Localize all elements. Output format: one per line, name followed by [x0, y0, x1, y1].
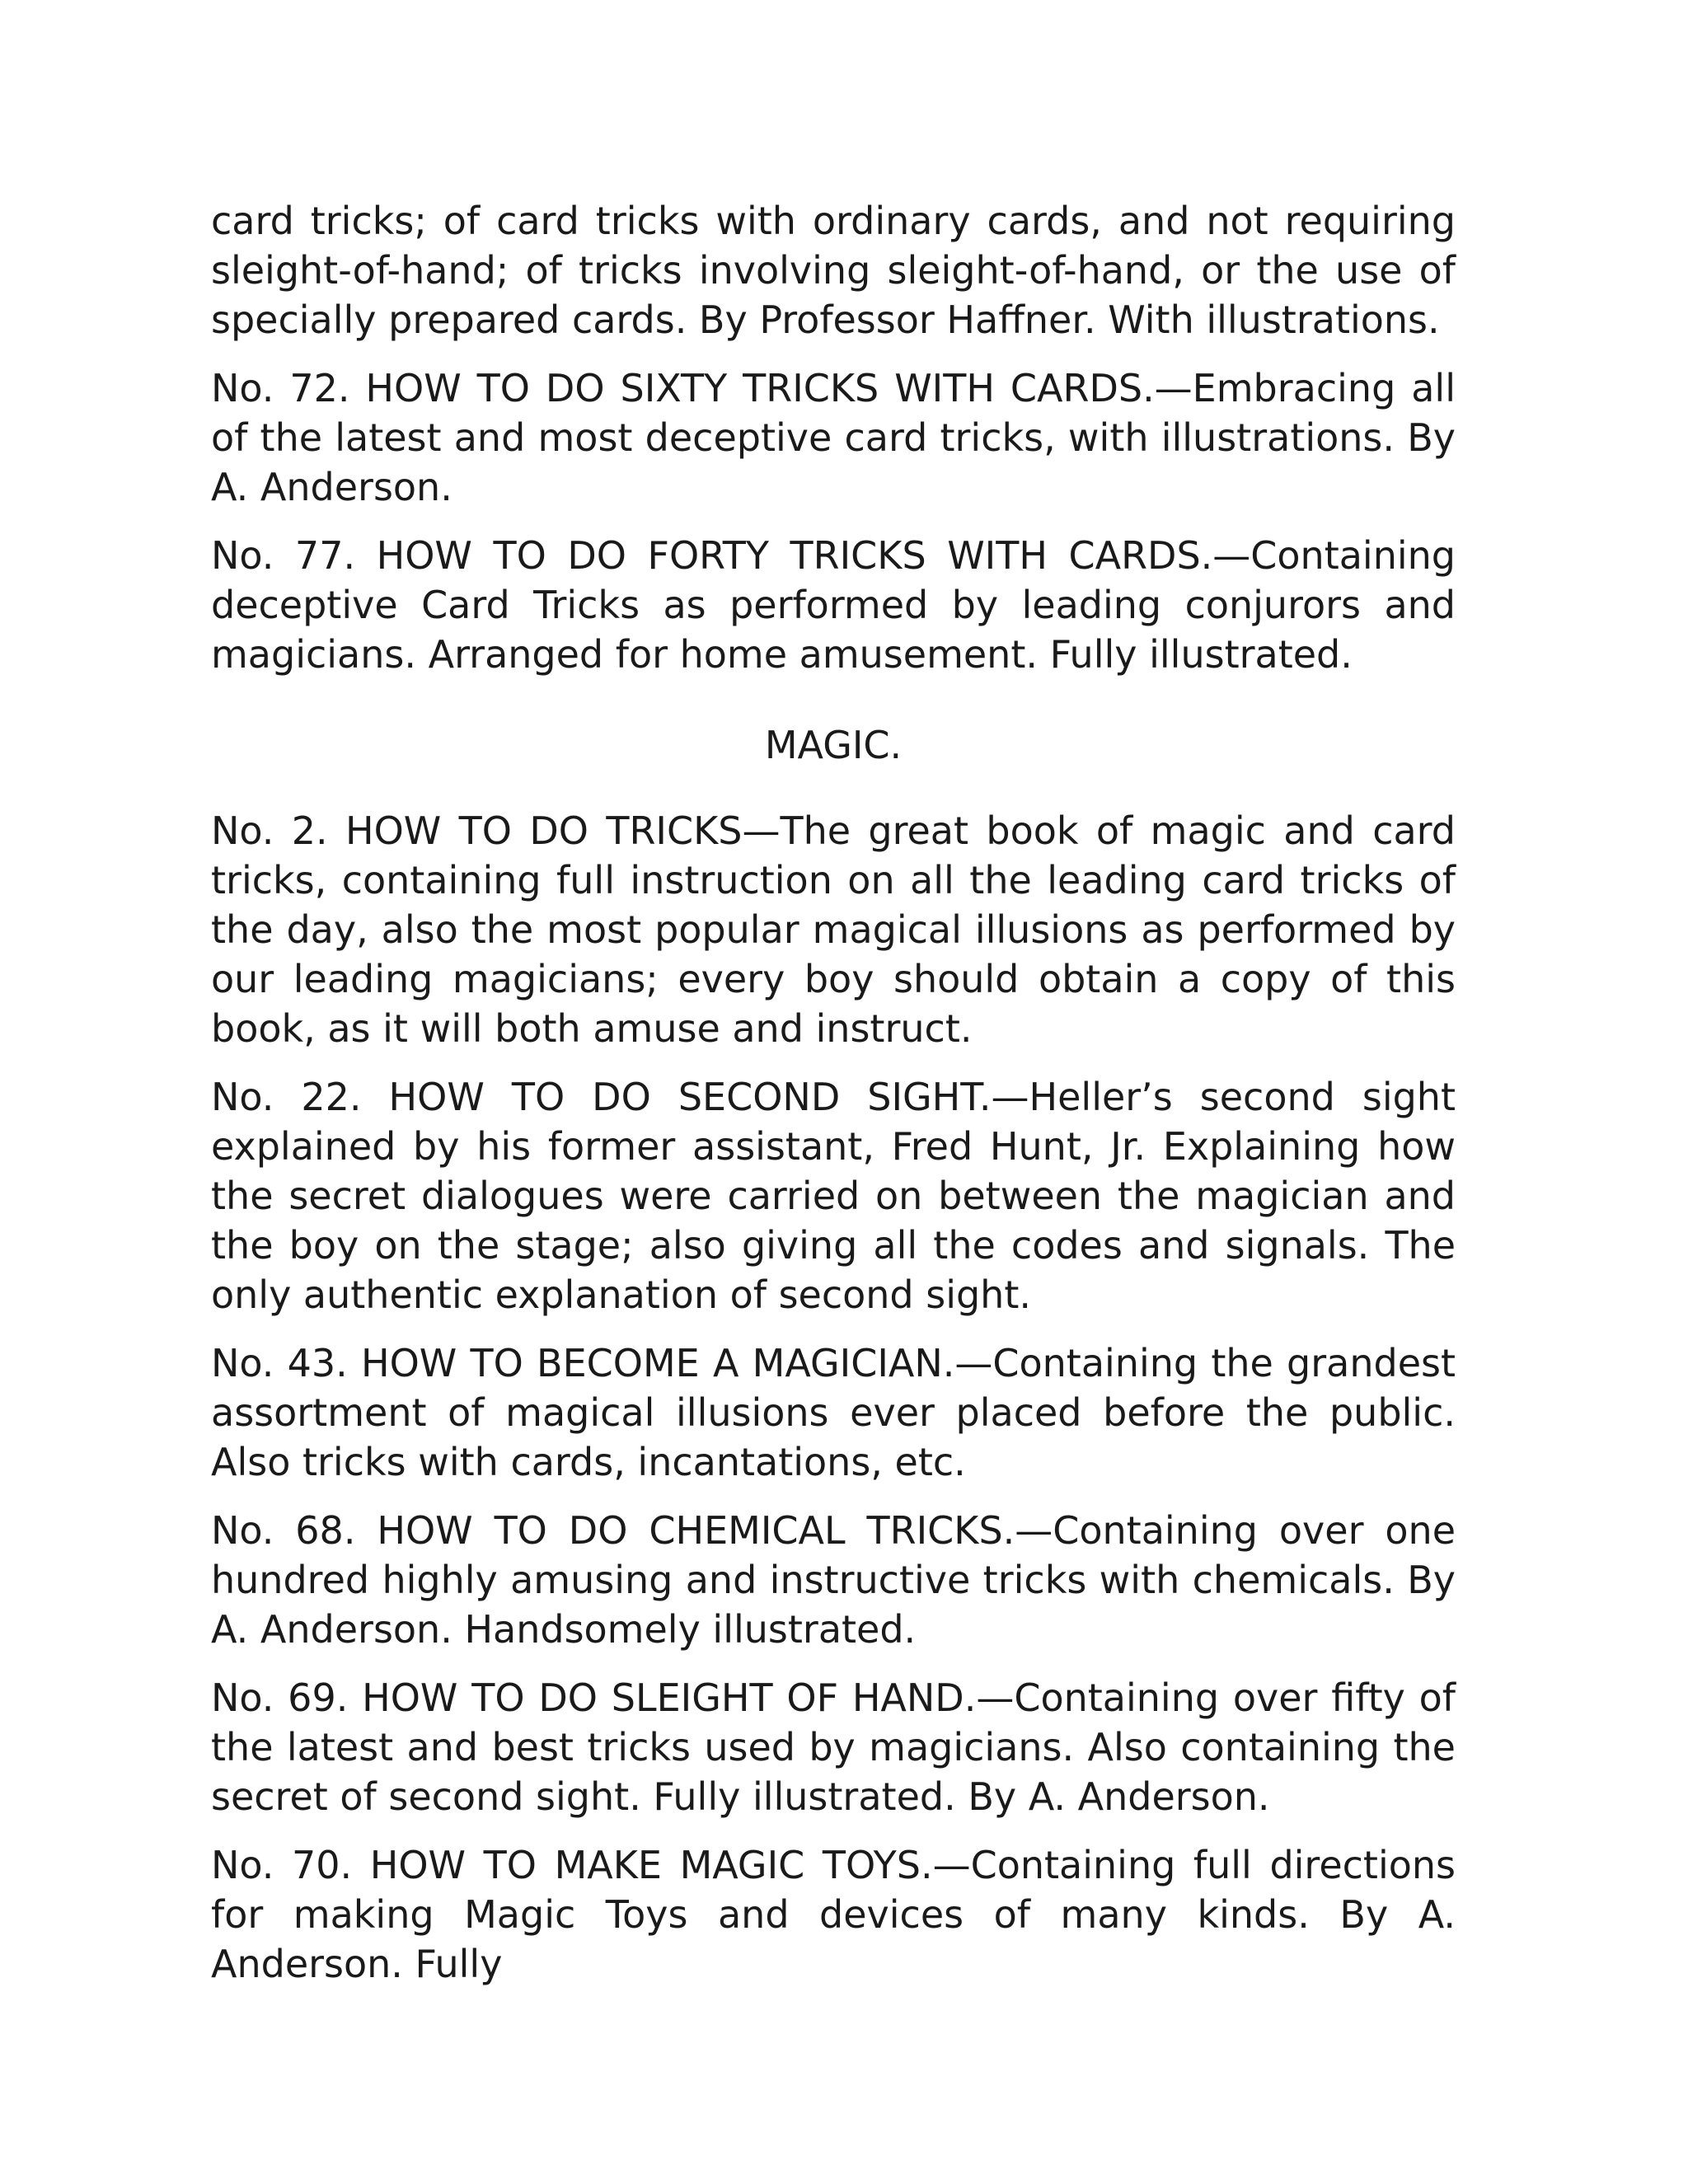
paragraph-no-43: No. 43. HOW TO BECOME A MAGICIAN.—Containing the grandest assortment of magical illusions ever placed before the public. Also tricks with cards, incantations, etc. [211, 1341, 1456, 1484]
paragraph-card-tricks-continued: card tricks; of card tricks with ordinary cards, and not requiring sleight-of-hand; of tricks involving sleight-of-hand, or the use of specially prepared cards. By Professor Haffner. With illustrations. [211, 199, 1456, 342]
paragraph-no-22: No. 22. HOW TO DO SECOND SIGHT.—Heller’s second sight explained by his former assistant, Fred Hunt, Jr. Explaining how the secret dialogues were carried on between the magician and the boy on the stage; also giving all the codes and signals. The only authentic explanation of second sight. [211, 1075, 1456, 1317]
paragraph-no-68: No. 68. HOW TO DO CHEMICAL TRICKS.—Containing over one hundred highly amusing and instructive tricks with chemicals. By A. Anderson. Handsomely illustrated. [211, 1508, 1456, 1652]
page-body [211, 196, 1456, 2008]
paragraph-no-72: No. 72. HOW TO DO SIXTY TRICKS WITH CARDS.—Embracing all of the latest and most deceptive card tricks, with illustrations. By A. Anderson. [211, 366, 1456, 509]
paragraph-no-69: No. 69. HOW TO DO SLEIGHT OF HAND.—Containing over fifty of the latest and best tricks used by magicians. Also containing the secret of second sight. Fully illustrated. By A. Anderson. [211, 1675, 1456, 1819]
section-heading-magic: MAGIC. [764, 723, 903, 767]
paragraph-no-2: No. 2. HOW TO DO TRICKS—The great book of magic and card tricks, containing full instruction on all the leading card tricks of the day, also the most popular magical illusions as performed by our leading magicians; every boy should obtain a copy of this book, as it will both amuse and instruct. [211, 808, 1456, 1051]
paragraph-no-70: No. 70. HOW TO MAKE MAGIC TOYS.—Containing full directions for making Magic Toys and devices of many kinds. By A. Anderson. Fully [211, 1843, 1456, 1986]
paragraph-no-77: No. 77. HOW TO DO FORTY TRICKS WITH CARDS.—Containing deceptive Card Tricks as performed by leading conjurors and magicians. Arranged for home amusement. Fully illustrated. [211, 533, 1456, 677]
